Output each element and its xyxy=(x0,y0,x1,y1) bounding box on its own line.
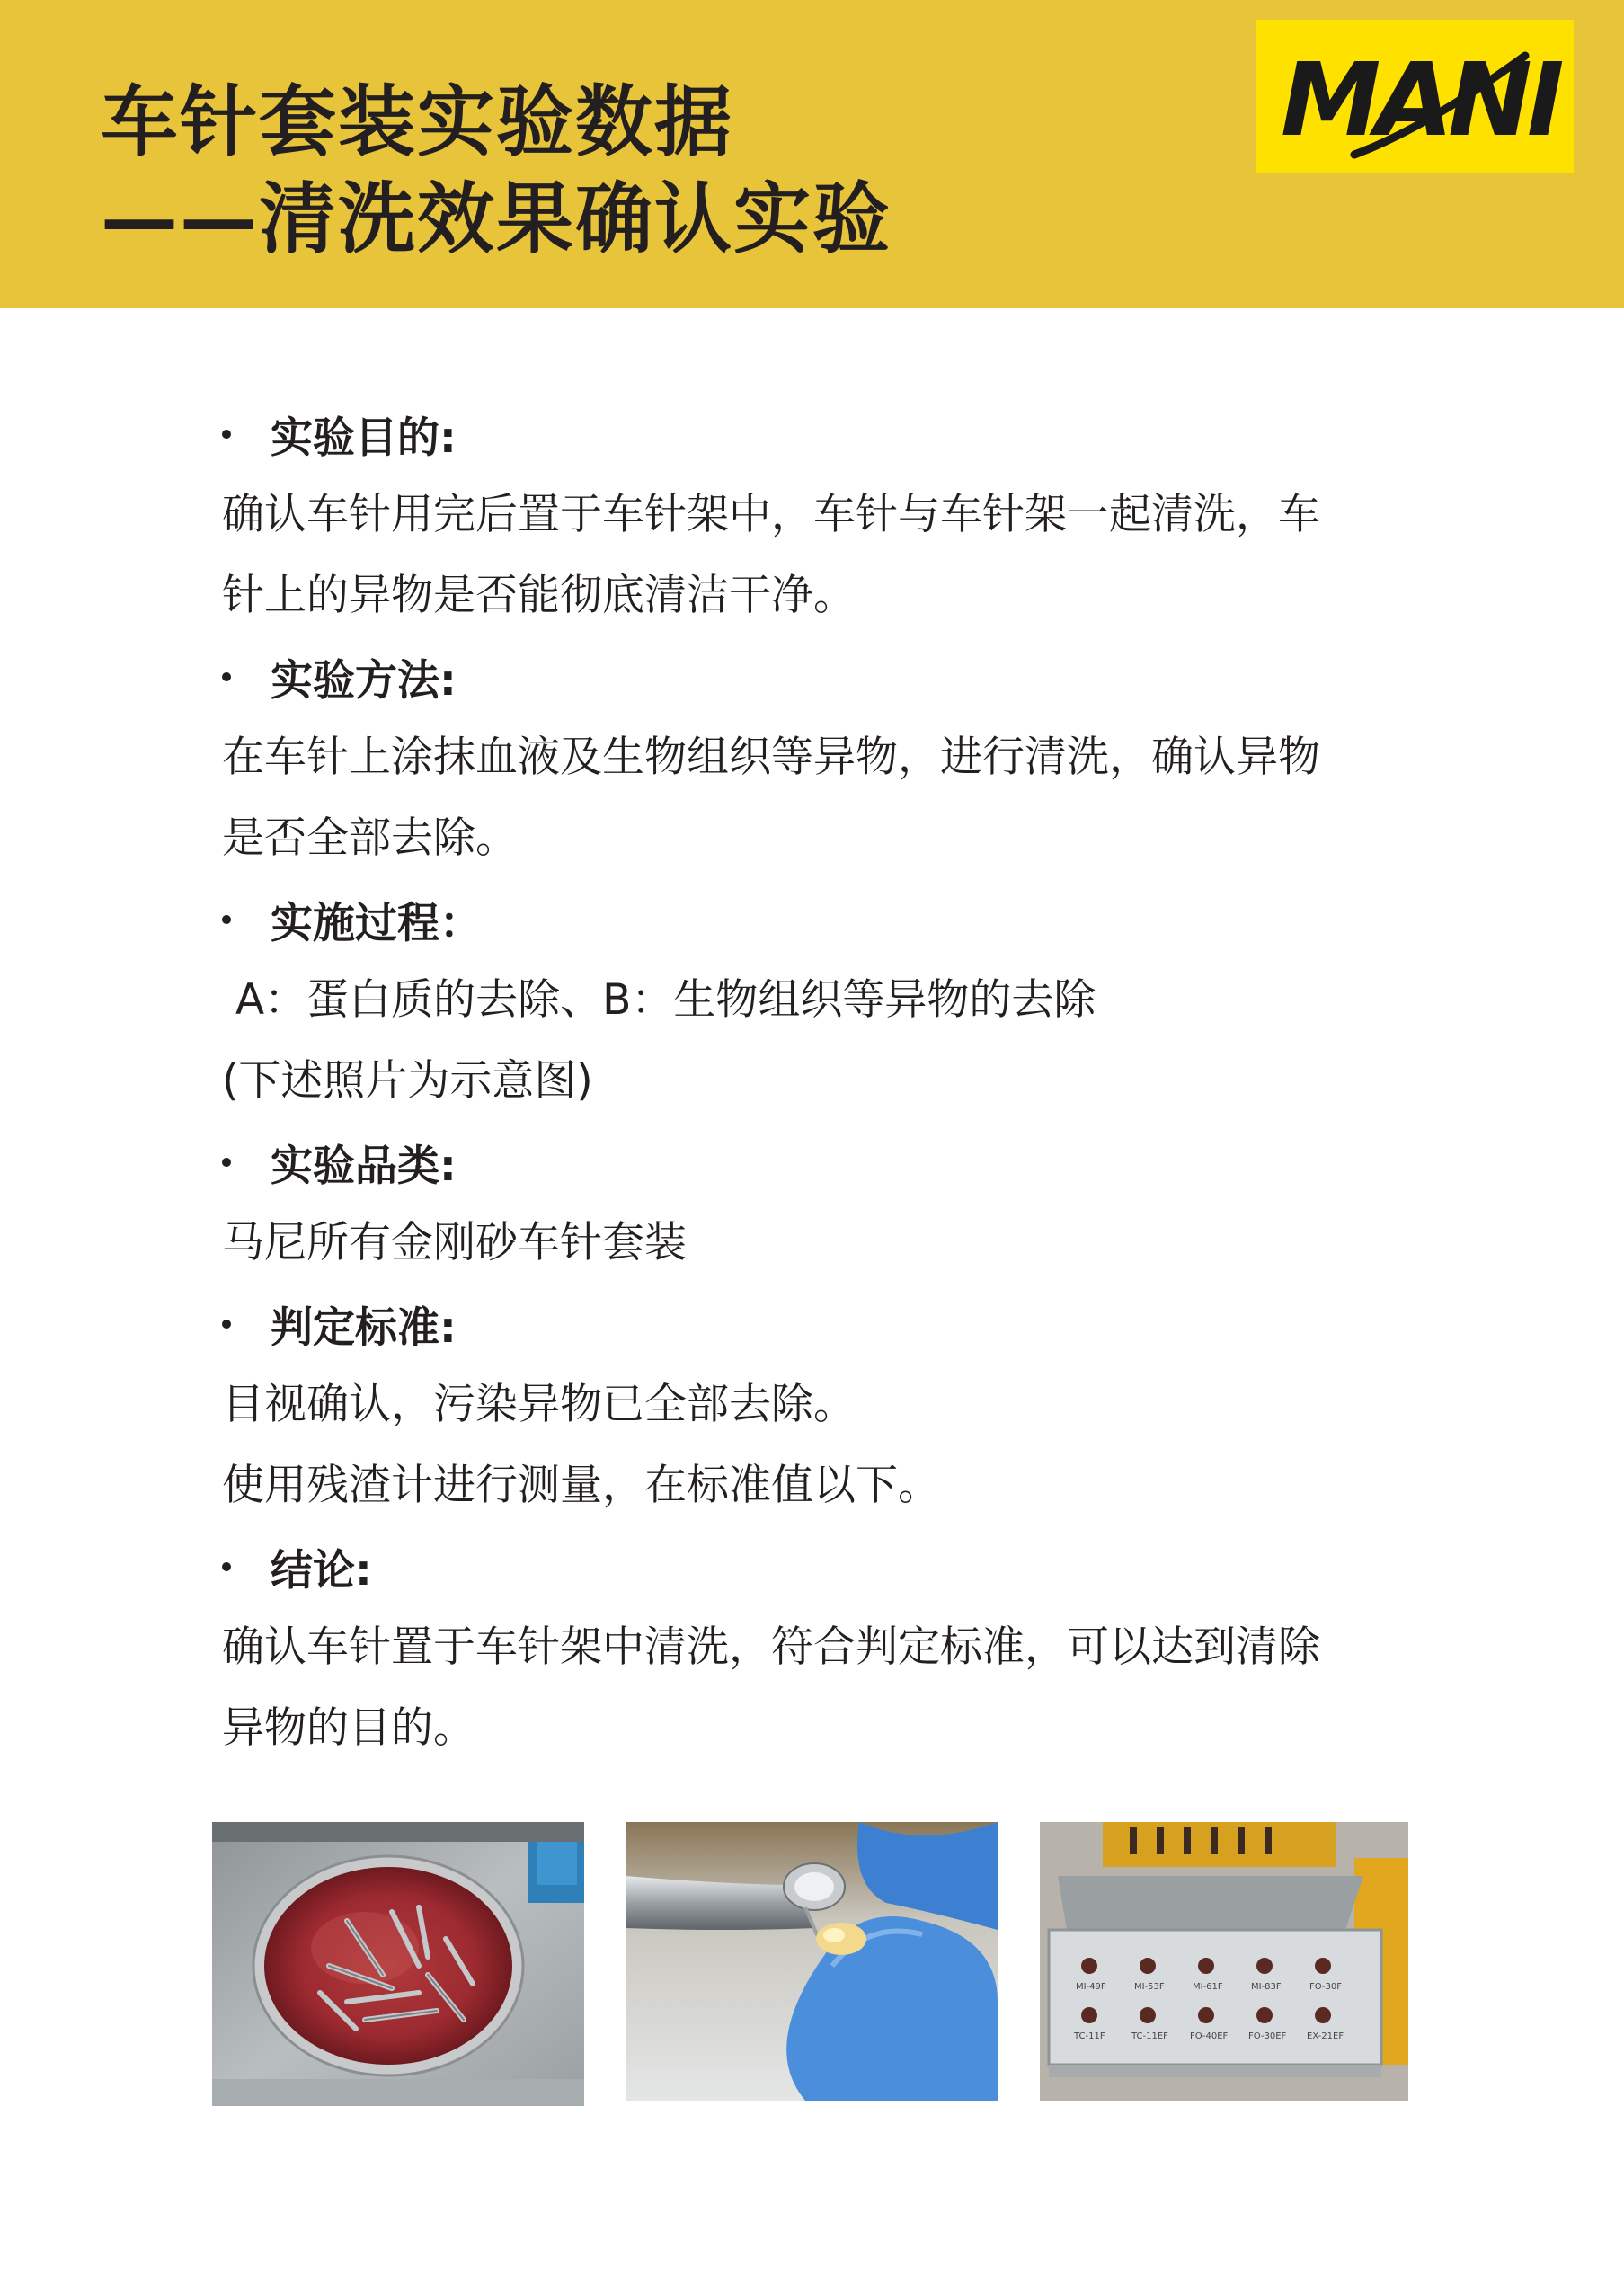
bur-label: FO-30F xyxy=(1309,1982,1342,1992)
photo-petri-dish xyxy=(212,1822,584,2106)
paragraph-line: (下述照片为示意图) xyxy=(222,1056,593,1106)
content xyxy=(222,394,1408,1769)
bullet-icon xyxy=(222,1320,231,1329)
heading-text: 实验方法: xyxy=(271,655,457,706)
title-line-1: 车针套装实验数据 xyxy=(101,77,733,167)
bur-label: MI-49F xyxy=(1076,1982,1106,1992)
section-heading xyxy=(222,1122,1408,1203)
paragraph-line: 是否全部去除。 xyxy=(222,813,518,863)
heading-text: 实验品类: xyxy=(271,1141,457,1191)
paragraph-line: 在车针上涂抹血液及生物组织等异物，进行清洗，确认异物 xyxy=(222,733,1320,782)
photo-row xyxy=(0,1822,1624,2110)
section-heading xyxy=(222,879,1408,960)
paragraph-line: 异物的目的。 xyxy=(222,1703,475,1753)
bur-label: FO-30EF xyxy=(1248,2031,1287,2041)
bullet-icon xyxy=(222,430,231,439)
paragraph-line: 确认车针用完后置于车针架中，车针与车针架一起清洗，车 xyxy=(222,490,1320,539)
logo-text: MANI xyxy=(1281,42,1559,159)
bur-label: TC-11F xyxy=(1074,2031,1105,2041)
photo-bur-block xyxy=(1040,1822,1408,2101)
section-heading xyxy=(222,1284,1408,1364)
paragraph-line: 目视确认，污染异物已全部去除。 xyxy=(222,1380,856,1429)
bur-label: MI-83F xyxy=(1251,1982,1282,1992)
bur-label: MI-53F xyxy=(1134,1982,1165,1992)
paragraph-line: A：蛋白质的去除、B：生物组织等异物的去除 xyxy=(222,975,1096,1025)
bur-label: TC-11EF xyxy=(1131,2031,1168,2041)
mani-logo xyxy=(1256,20,1574,173)
section-heading xyxy=(222,394,1408,475)
bur-label: EX-21EF xyxy=(1307,2031,1344,2041)
paragraph-line: 针上的异物是否能彻底清洁干净。 xyxy=(222,571,856,620)
bullet-icon xyxy=(222,1158,231,1167)
bullet-icon xyxy=(222,672,231,681)
photo-handpiece xyxy=(626,1822,998,2101)
bullet-icon xyxy=(222,1562,231,1571)
heading-text: 实验目的: xyxy=(271,413,457,463)
section-heading xyxy=(222,1526,1408,1607)
heading-text: 实施过程： xyxy=(271,898,482,948)
bur-label: MI-61F xyxy=(1193,1982,1223,1992)
title-line-2: ——清洗效果确认实验 xyxy=(101,174,892,264)
heading-text: 结论: xyxy=(271,1545,372,1595)
paragraph-line: 确认车针置于车针架中清洗，符合判定标准，可以达到清除 xyxy=(222,1622,1320,1672)
bullet-icon xyxy=(222,915,231,924)
bur-label: FO-40EF xyxy=(1190,2031,1229,2041)
heading-text: 判定标准: xyxy=(271,1302,457,1353)
header-band xyxy=(0,0,1624,308)
page-title xyxy=(101,74,892,268)
section-heading xyxy=(222,636,1408,717)
paragraph-line: 使用残渣计进行测量，在标准值以下。 xyxy=(222,1461,940,1510)
paragraph-line: 马尼所有金刚砂车针套装 xyxy=(222,1218,687,1267)
